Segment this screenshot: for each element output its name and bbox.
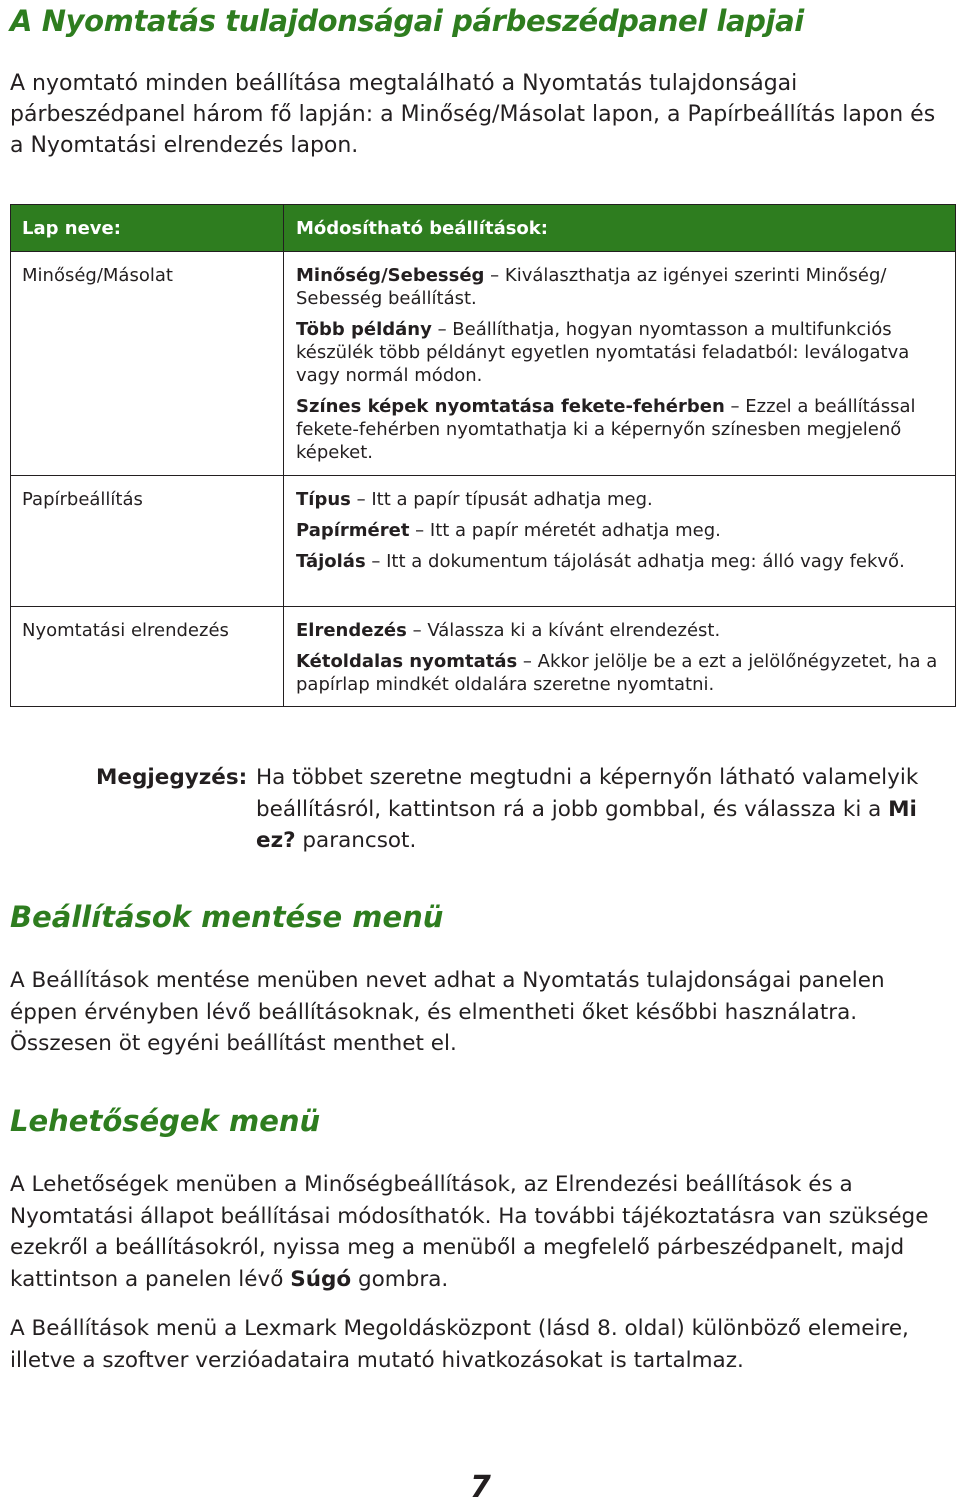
help-button-label: Súgó: [290, 1266, 352, 1292]
note-text: Ha többet szeretne megtudni a képernyőn látható valamelyik beállításról, kattintson rá a jobb gombbal, és válassza ki a Mi ez? parancsot.: [256, 765, 919, 853]
settings-cell: [284, 252, 956, 476]
options-menu-paragraph: A Lehetőségek menüben a Minőségbeállítások, az Elrendezési beállítások és a Nyomtatási állapot beállításai módosíthatók. Ha további tájékoztatásra van szüksége ezekről a beállításokról, nyissa meg a menüből a megfelelő párbeszédpanelt, majd kattintson a panelen lévő Súgó gombra.: [10, 1172, 929, 1292]
page-number: 7: [470, 1470, 491, 1505]
setting-entry: Elrendezés – Válassza ki a kívánt elrendezést.: [296, 620, 721, 641]
whats-this-command: Mi ez?: [256, 796, 917, 853]
tab-name-quality: Minőség/Másolat: [11, 252, 284, 476]
setting-entry: Több példány – Beállíthatja, hogyan nyomtasson a multifunkciós készülék több példányt egyetlen nyomtatási feladatból: leválogatva vagy normál módon.: [296, 319, 910, 386]
tab-name-layout: Nyomtatási elrendezés: [11, 607, 284, 707]
note-label: Megjegyzés:: [96, 765, 248, 790]
setting-entry: Tájolás – Itt a dokumentum tájolását adhatja meg: álló vagy fekvő.: [296, 551, 905, 572]
page-title: A Nyomtatás tulajdonságai párbeszédpanel lapjai: [10, 4, 804, 38]
header-settings: Módosítható beállítások:: [284, 205, 956, 252]
settings-cell: [284, 607, 956, 707]
table-row: [11, 476, 956, 607]
header-tab-name: Lap neve:: [11, 205, 284, 252]
setting-entry: Típus – Itt a papír típusát adhatja meg.: [296, 489, 653, 510]
options-menu-heading: Lehetőségek menü: [10, 1104, 321, 1138]
setting-entry: Papírméret – Itt a papír méretét adhatja meg.: [296, 520, 721, 541]
save-menu-paragraph: A Beállítások mentése menüben nevet adhat a Nyomtatás tulajdonságai panelen éppen érvényben lévő beállításoknak, és elmentheti őket későbbi használatra. Összesen öt egyéni beállítást menthet el.: [10, 968, 885, 1056]
options-menu-paragraph-2: A Beállítások menü a Lexmark Megoldásközpont (lásd 8. oldal) különböző elemeire, illetve a szoftver verzióadataira mutató hivatkozásokat is tartalmaz.: [10, 1316, 909, 1373]
save-menu-heading: Beállítások mentése menü: [10, 900, 444, 934]
table-row: [11, 252, 956, 476]
tab-name-paper: Papírbeállítás: [11, 476, 284, 607]
setting-entry: Minőség/Sebesség – Kiválaszthatja az igényei szerinti Minőség/ Sebesség beállítást.: [296, 265, 887, 309]
settings-table: [10, 204, 956, 707]
settings-cell: [284, 476, 956, 607]
intro-paragraph: A nyomtató minden beállítása megtalálható a Nyomtatás tulajdonságai párbeszédpanel három fő lapján: a Minőség/Másolat lapon, a Papírbeállítás lapon és a Nyomtatási elrendezés lapon.: [10, 71, 936, 158]
table-row: [11, 607, 956, 707]
table-header-row: [11, 205, 956, 252]
setting-entry: Kétoldalas nyomtatás – Akkor jelölje be a ezt a jelölőnégyzetet, ha a papírlap mindkét oldalára szeretne nyomtatni.: [296, 651, 938, 695]
setting-entry: Színes képek nyomtatása fekete-fehérben – Ezzel a beállítással fekete-fehérben nyomtathatja ki a képernyőn színesben megjelenő képeket.: [296, 396, 916, 463]
